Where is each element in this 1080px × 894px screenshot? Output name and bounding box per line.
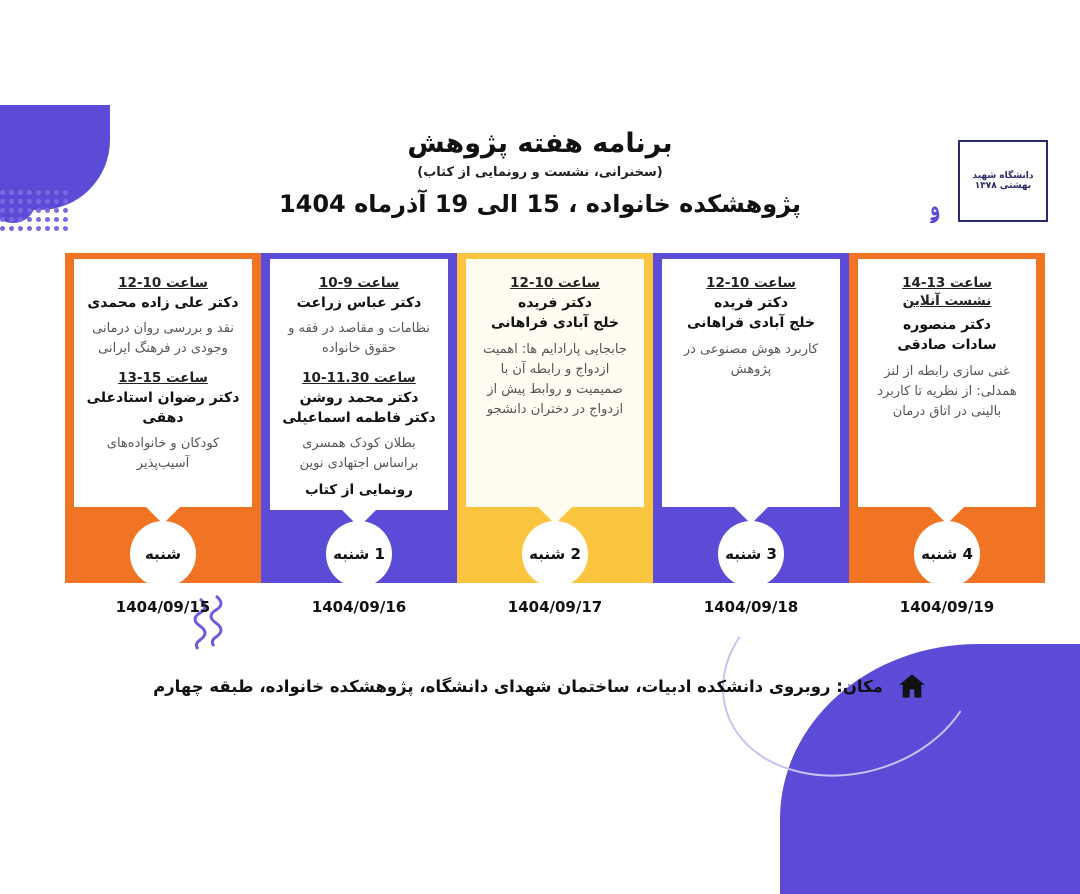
- location-text: مکان: روبروی دانشکده ادبیات، ساختمان شهدای دانشگاه، پژوهشکده خانواده، طبقه چهارم: [153, 676, 883, 696]
- schedule-card: [74, 259, 252, 507]
- session-time: ساعت 13-14: [902, 275, 992, 291]
- day-date: 1404/09/16: [311, 598, 407, 616]
- day-date: 1404/09/19: [899, 598, 995, 616]
- card-entry-spacer: [86, 360, 240, 370]
- schedule-card: [662, 259, 840, 507]
- home-icon: [897, 672, 927, 700]
- day-badge: 2 شنبه: [522, 521, 588, 587]
- page-title: برنامه هفته پژوهش: [407, 128, 673, 159]
- session-description: کودکان و خانواده‌های آسیب‌پذیر: [106, 436, 220, 472]
- decorative-dot: [54, 226, 59, 231]
- schedule-column-2: [653, 253, 849, 616]
- session-time: ساعت 15-13: [118, 369, 208, 386]
- schedule-card: [270, 259, 448, 510]
- decorative-dot: [18, 226, 23, 231]
- day-badge: شنبه: [130, 521, 196, 587]
- session-speaker: دکتر عباس زراعت: [296, 295, 422, 311]
- schedule-card: [466, 259, 644, 507]
- session-description: جابجایی پارادایم ها: اهمیت ازدواج و رابطه آن با صمیمیت و روابط پیش از ازدواج در دختران دانشجو: [483, 341, 627, 418]
- decorative-dot: [63, 226, 68, 231]
- page-date-range: پژوهشکده خانواده ، 15 الی 19 آذرماه 1404: [278, 190, 802, 218]
- decorative-dot: [0, 226, 5, 231]
- session-speaker: دکتر محمد روشن دکتر فاطمه اسماعیلی: [282, 389, 436, 426]
- session-speaker: دکتر منصوره سادات صادقی: [897, 317, 997, 354]
- day-date: 1404/09/17: [507, 598, 603, 616]
- schedule-column-4: [261, 253, 457, 616]
- session-time: ساعت 10-12: [510, 275, 600, 291]
- location-footer: [0, 672, 1080, 700]
- poster-header: [0, 128, 1080, 218]
- session-mode: نشست آنلاین: [902, 293, 992, 309]
- day-badge: 1 شنبه: [326, 521, 392, 587]
- day-badge: 3 شنبه: [718, 521, 784, 587]
- session-time: ساعت 10-12: [118, 275, 208, 291]
- session-speaker: دکتر رضوان استادعلی دهقی: [86, 389, 240, 426]
- schedule-card: [858, 259, 1036, 507]
- page-subtitle: (سخنرانی، نشست و رونمایی از کتاب): [417, 165, 663, 180]
- session-book-launch: رونمایی از کتاب: [305, 482, 413, 499]
- decorative-dot: [9, 226, 14, 231]
- decorative-dot: [27, 226, 32, 231]
- day-date: 1404/09/18: [703, 598, 799, 616]
- university-logo-text: دانشگاه شهید بهشتی ۱۳۷۸: [972, 170, 1034, 191]
- day-badge: 4 شنبه: [914, 521, 980, 587]
- session-description: بطلان کودک همسری براساس اجتهادی نوین: [299, 436, 419, 472]
- card-entry-spacer: [282, 360, 436, 370]
- session-time: ساعت 9-10: [318, 275, 400, 291]
- schedule-timeline: [65, 253, 1045, 616]
- session-description: غنی سازی رابطه از لنز همدلی: از نظریه تا کاربرد بالینی در اتاق درمان: [877, 363, 1017, 419]
- session-speaker: دکتر فریده خلج آبادی فراهانی: [686, 295, 816, 332]
- session-description: نقد و بررسی روان درمانی وجودی در فرهنگ ایرانی: [92, 321, 234, 357]
- decorative-logo-mark: ﯠ: [923, 187, 942, 224]
- session-time: ساعت 11.30-10: [302, 369, 416, 386]
- session-speaker: دکتر علی زاده محمدی: [87, 295, 239, 311]
- session-time: ساعت 10-12: [706, 275, 796, 291]
- university-logo: [958, 140, 1048, 222]
- session-description: کاربرد هوش مصنوعی در پژوهش: [683, 341, 819, 377]
- schedule-column-1: [849, 253, 1045, 616]
- decorative-dot: [45, 226, 50, 231]
- day-date: 1404/09/15: [115, 598, 211, 616]
- session-description: نظامات و مقاصد در فقه و حقوق خانواده: [288, 321, 430, 357]
- schedule-column-3: [457, 253, 653, 616]
- decorative-dot: [36, 226, 41, 231]
- schedule-column-5: [65, 253, 261, 616]
- session-speaker: دکتر فریده خلج آبادی فراهانی: [490, 295, 620, 332]
